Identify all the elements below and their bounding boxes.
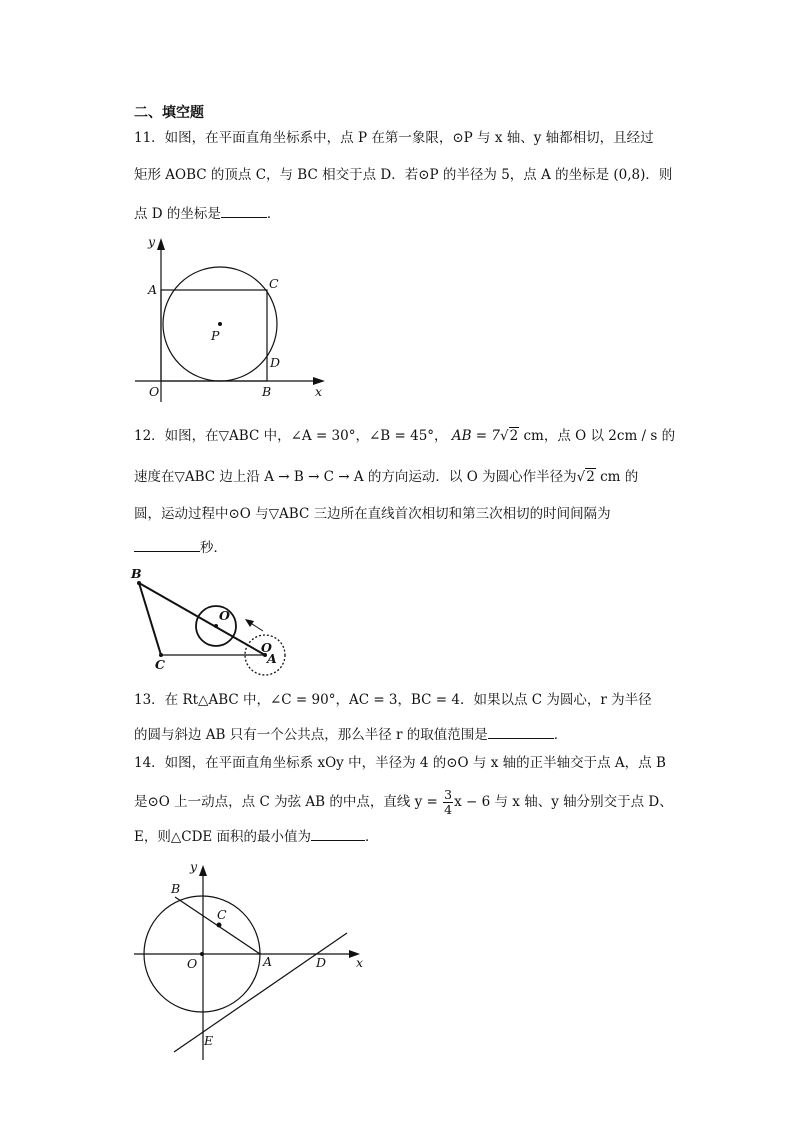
label-y: y <box>148 234 156 249</box>
q12-line2-end: cm 的 <box>595 469 639 485</box>
q13-line1: 13．在 Rt△ABC 中，∠C = 90°，AC = 3，BC = 4．如果以点 C 为圆心，r 为半径 <box>134 692 652 708</box>
label-e: E <box>204 1033 214 1048</box>
q11-line3-text: 点 D 的坐标是 <box>134 206 221 222</box>
label-d: D <box>270 355 281 370</box>
q11-line3-end: ． <box>266 206 281 222</box>
q12-line4-end: 秒． <box>200 540 227 556</box>
q14-figure <box>130 855 370 1065</box>
label-b: B <box>131 566 142 581</box>
point-b <box>137 581 141 585</box>
q11-figure <box>135 230 335 405</box>
label-x: x <box>315 384 323 399</box>
label-c: C <box>269 276 279 291</box>
point-o <box>200 952 204 956</box>
label-o: O <box>187 956 198 971</box>
y-axis-arrow <box>199 865 207 876</box>
label-o-start: O <box>261 640 272 655</box>
q12-line1-a: 12．如图，在▽ABC 中，∠A = 30°，∠B = 45°， <box>134 428 448 444</box>
label-c: C <box>155 657 165 672</box>
q11-line3 <box>134 203 280 223</box>
sqrt-symbol: √2 <box>576 469 595 485</box>
y-axis-arrow <box>157 238 165 250</box>
q13-line2-text: 的圆与斜边 AB 只有一个公共点，那么半径 r 的取值范围是 <box>134 727 488 743</box>
q14-line3 <box>134 826 379 846</box>
q14-line3-text: E，则△CDE 面积的最小值为 <box>134 829 312 845</box>
fraction: $\frac{3}{4}$ <box>444 787 453 817</box>
q14-line1: 14．如图，在平面直角坐标系 xOy 中，半径为 4 的⊙O 与 x 轴的正半轴交于点 A，点 B <box>134 755 666 771</box>
q13-line2 <box>134 724 567 744</box>
q11-line2: 矩形 AOBC 的顶点 C，与 BC 相交于点 D．若⊙P 的半径为 5，点 A 的坐标是 (0,8)．则 <box>134 167 673 183</box>
answer-blank[interactable] <box>488 724 554 739</box>
q11-line1: 11．如图，在平面直角坐标系中，点 P 在第一象限，⊙P 与 x 轴、y 轴都相切，且经过 <box>134 130 654 146</box>
label-c: C <box>217 907 227 922</box>
q14-line2-b: x − 6 与 x 轴、y 轴分别交于点 D、 <box>454 794 673 810</box>
direction-arrow-head <box>245 619 254 627</box>
answer-blank[interactable] <box>134 537 200 552</box>
label-o: O <box>149 384 160 399</box>
answer-blank[interactable] <box>311 826 365 841</box>
label-o-moving: O <box>219 608 230 623</box>
label-x: x <box>356 955 364 970</box>
q14-line2-a: 是⊙O 上一动点，点 C 为弦 AB 的中点，直线 y = <box>134 794 438 810</box>
section-title: 二、填空题 <box>134 105 204 121</box>
point-c <box>217 923 222 928</box>
q12-line1 <box>134 427 675 445</box>
label-a: A <box>267 651 277 666</box>
label-d: D <box>316 955 327 970</box>
q12-line4 <box>134 537 227 557</box>
label-a: A <box>263 954 273 969</box>
point-p <box>218 322 222 326</box>
q14-line2 <box>134 788 673 817</box>
q12-line2 <box>134 468 638 486</box>
label-y: y <box>190 859 198 874</box>
q13-line2-end: ． <box>553 727 568 743</box>
q12-line3: 圆，运动过程中⊙O 与▽ABC 三边所在直线首次相切和第三次相切的时间间隔为 <box>134 506 611 522</box>
label-b: B <box>171 881 181 896</box>
q12-line1-c: cm，点 O 以 2cm / s 的 <box>519 428 676 444</box>
q12-line1-b: AB = 7 <box>451 428 500 444</box>
sqrt-symbol: √2 <box>500 428 519 444</box>
q12-line2-text: 速度在▽ABC 边上沿 A → B → C → A 的方向运动．以 O 为圆心作半径为 <box>134 469 577 485</box>
q12-figure <box>130 565 300 680</box>
label-a: A <box>148 282 158 297</box>
label-b: B <box>262 384 272 399</box>
q14-line3-end: ． <box>365 829 379 845</box>
label-p: P <box>211 328 220 343</box>
point-o-moving <box>214 624 218 628</box>
answer-blank[interactable] <box>221 203 267 218</box>
